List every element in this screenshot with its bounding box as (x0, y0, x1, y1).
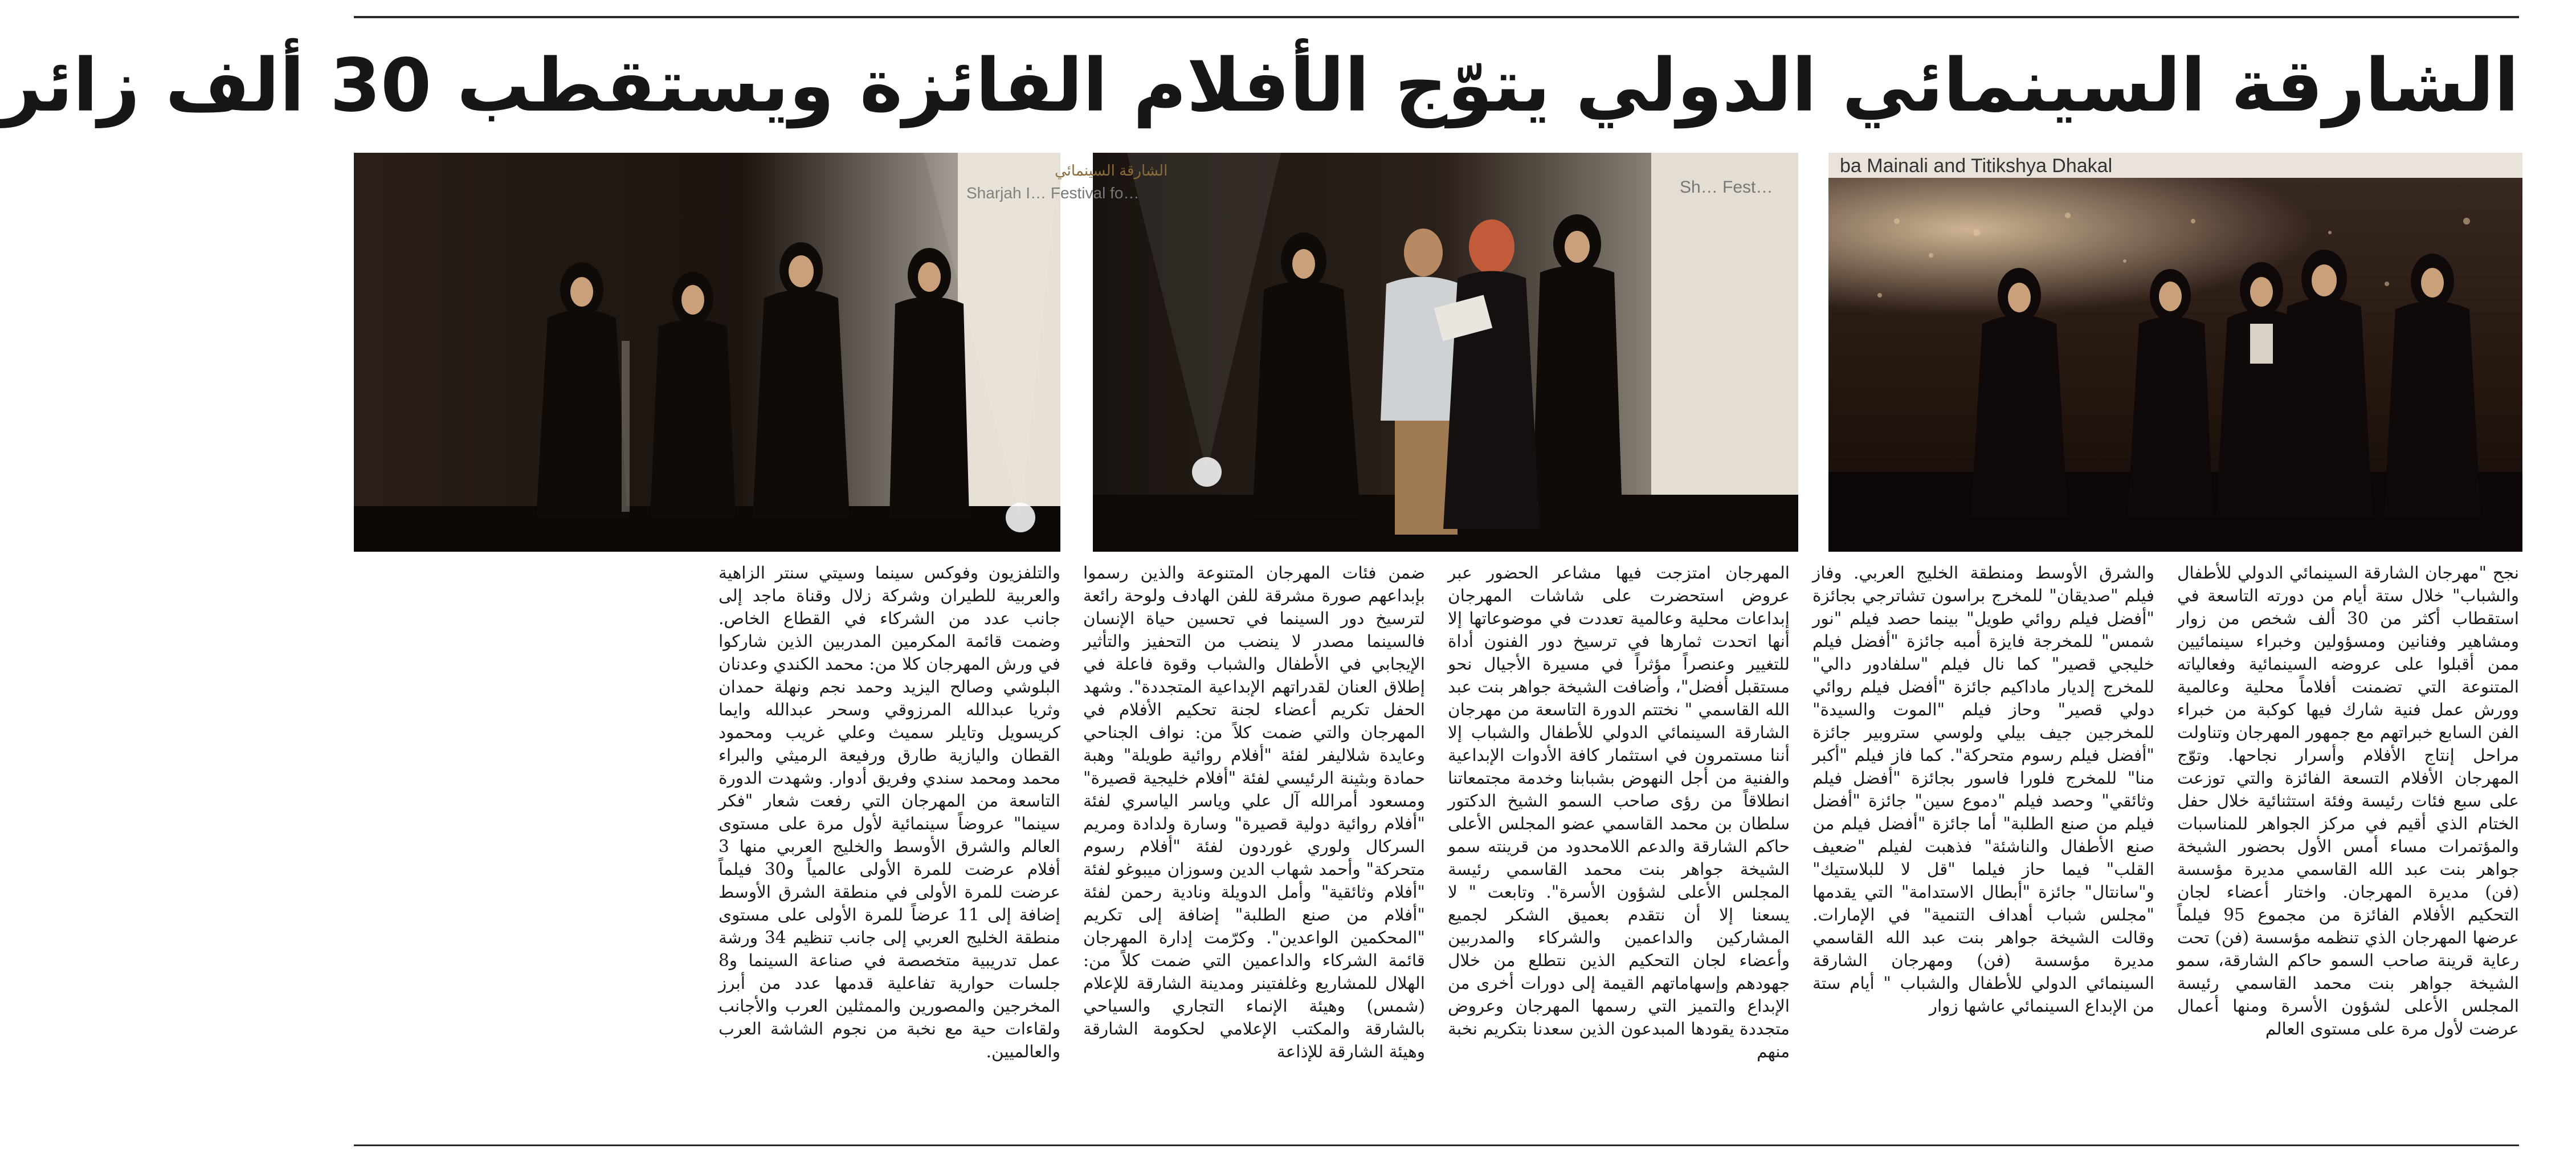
svg-text:Sharjah I… Festival fo…: Sharjah I… Festival fo… (966, 184, 1140, 202)
award-photo-right (1828, 153, 2522, 552)
article-paragraph: والتلفزيون وفوكس سينما وسيتي سنتر الزاهية والعربية للطيران وشركة زلال وقناة ماجد إلى جانب عدد من الشركاء في القطاع الخاص. وضمت قائمة المكرمين المدربين الذين شاركوا في ورش المهرجان كلا من: محمد الكندي وعدنان البلوشي وصالح اليزيد وحمد نجم ونهلة حمدان وثريا عبدالله المرزوقي وسحر عبدالله وايما كريسويل وتايلر سميث وعلي غريب ومحمود القطان واليازية طارق ورفيعة الرميثي والبراء محمد ومحمد سندي وفريق أدوار. وشهدت الدورة التاسعة من المهرجان التي رفعت شعار "فكر سينما" عروضاً سينمائية لأول مرة على مستوى العالم والشرق الأوسط والخليج العربي منها 3 أفلام عرضت للمرة الأولى عالمياً و30 فيلماً عرضت للمرة الأولى في منطقة الشرق الأوسط إضافة إلى 11 عرضاً للمرة الأولى على مستوى منطقة الخليج العربي إلى جانب تنظيم 34 ورشة عمل تدريبية متخصصة في صناعة السينما و8 جلسات حوارية تفاعلية قدمها عدد من أبرز المخرجين والمصورين والممثلين العرب والأجانب ولقاءات حية مع نخبة من نجوم الشاشة العرب والعالميين. (718, 563, 1060, 1061)
award-photo-middle (1093, 153, 1798, 552)
article-column-4 (1083, 561, 1425, 1137)
article-column-3 (1448, 561, 1790, 1137)
top-rule (354, 16, 2519, 18)
svg-text:الشارقة السينمائي: الشارقة السينمائي (1055, 162, 1168, 179)
svg-text:ba Mainali and Titikshya Dhaka: ba Mainali and Titikshya Dhakal (1840, 155, 2113, 177)
article-paragraph: المهرجان امتزجت فيها مشاعر الحضور عبر عروض استحضرت على شاشات المهرجان إبداعات محلية وعالمية تعددت في موضوعاتها إلا أنها اتحدت ثمارها في ترسيخ دور الفنون أداة للتغيير وعنصراً مؤثراً في مسيرة الأجيال نحو مستقبل أفضل"، وأضافت الشيخة جواهر بنت عبد الله القاسمي " نختتم الدورة التاسعة من مهرجان الشارقة السينمائي الدولي للأطفال والشباب إلا أننا مستمرون في استثمار كافة الأدوات الإبداعية والفنية من أجل النهوض بشبابنا وخدمة مجتمعاتنا انطلاقاً من رؤى صاحب السمو الشيخ الدكتور سلطان بن محمد القاسمي عضو المجلس الأعلى حاكم الشارقة والدعم اللامحدود من قرينته سمو الشيخة جواهر بنت محمد القاسمي رئيسة المجلس الأعلى لشؤون الأسرة". وتابعت " لا يسعنا إلا أن نتقدم بعميق الشكر لجميع المشاركين والداعمين والشركاء والمدربين وأعضاء لجان التحكيم الذين نتطلع من خلال جهودهم وإسهاماتهم القيمة إلى دورات أخرى من الإبداع والتميز التي رسمها المهرجان وعروض متجددة يقودها المبدعون الذين سعدنا بتكريم نخبة منهم (1448, 563, 1790, 1061)
article-column-5 (718, 561, 1060, 1137)
article-paragraph: ضمن فئات المهرجان المتنوعة والذين رسموا بإبداعهم صورة مشرقة للفن الهادف ولوحة رائعة لترسيخ دور السينما في تحسين حياة الإنسان فالسينما مصدر لا ينضب من التحفيز والتأثير الإيجابي في الأطفال والشباب وقوة فاعلة في إطلاق العنان لقدراتهم الإبداعية المتجددة". وشهد الحفل تكريم أعضاء لجنة تحكيم الأفلام في المهرجان والتي ضمت كلاً من: نواف الجناحي وعايدة شلاليفر لفئة "أفلام روائية طويلة" وهبة حمادة وبثينة الرئيسي لفئة "أفلام خليجية قصيرة" ومسعود أمرالله آل علي وياسر الياسري لفئة "أفلام روائية دولية قصيرة" وسارة ولدادة ومريم السركال ولوري غوردون لفئة "أفلام رسوم متحركة" وأحمد شهاب الدين وسوزان ميبوغو لفئة "أفلام وثائقية" وأمل الدويلة ونادية رحمن لفئة "أفلام من صنع الطلبة" إضافة إلى تكريم "المحكمين الواعدين". وكرّمت إدارة المهرجان قائمة الشركاء والداعمين التي ضمت كلاً من: الهلال للمشاريع وغلفتينر ومدينة الشارقة للإعلام (شمس) وهيئة الإنماء التجاري والسياحي بالشارقة والمكتب الإعلامي لحكومة الشارقة وهيئة الشارقة للإذاعة (1083, 563, 1425, 1061)
article-column-2 (1812, 561, 2154, 1137)
headline: الشارقة السينمائي الدولي يتوّج الأفلام الفائزة ويستقطب 30 ألف زائر (0, 43, 2519, 128)
article-paragraph: نجح "مهرجان الشارقة السينمائي الدولي للأطفال والشباب" خلال ستة أيام من دورته التاسعة في استقطاب أكثر من 30 ألف شخص من زوار ومشاهير وفنانين ومسؤولين وخبراء سينمائيين ممن أقبلوا على عروضه السينمائية وفعالياته المتنوعة التي تضمنت أفلاماً محلية وعالمية وورش عمل فنية شارك فيها كوكبة من خبراء الفن السابع خبراتهم مع جمهور المهرجان وتناولت مراحل إنتاج الأفلام وأسرار نجاحها. وتوّج المهرجان الأفلام التسعة الفائزة والتي توزعت على سبع فئات رئيسة وفئة استثنائية خلال حفل الختام الذي أقيم في مركز الجواهر للمناسبات والمؤتمرات مساء أمس الأول بحضور الشيخة جواهر بنت عبد الله القاسمي مديرة مؤسسة (فن) مديرة المهرجان. واختار أعضاء لجان التحكيم الأفلام الفائزة من مجموع 95 فيلماً عرضها المهرجان الذي تنظمه مؤسسة (فن) تحت رعاية قرينة صاحب السمو حاكم الشارقة، سمو الشيخة جواهر بنت محمد القاسمي رئيسة المجلس الأعلى لشؤون الأسرة ومنها أعمال عرضت لأول مرة على مستوى العالم (2177, 563, 2519, 1038)
article-paragraph: والشرق الأوسط ومنطقة الخليج العربي. وفاز فيلم "صديقان" للمخرج براسون تشاترجي بجائزة "أفضل فيلم روائي طويل" بينما حصد فيلم "نور شمس" للمخرجة فايزة أمبه جائزة "أفضل فيلم خليجي قصير" كما نال فيلم "سلفادور دالي" للمخرج إلديار ماداكيم جائزة "أفضل فيلم روائي دولي قصير" وحاز فيلم "الموت والسيدة" للمخرجين جيف بيلي ولوسي ستروبير جائزة "أفضل فيلم رسوم متحركة". كما فاز فيلم "أكبر منا" للمخرج فلورا فاسور بجائزة "أفضل فيلم وثائقي" وحصد فيلم "دموع سين" جائزة "أفضل فيلم من صنع الطلبة" أما جائزة "أفضل فيلم من صنع الأطفال والناشئة" فذهبت لفيلم "ضعيف القلب" فيما حاز فيلما "قل لا للبلاستيك" و"سانتال" جائزة "أبطال الاستدامة" التي يقدمها "مجلس شباب أهداف التنمية" في الإمارات. وقالت الشيخة جواهر بنت عبد الله القاسمي مديرة مؤسسة (فن) ومهرجان الشارقة السينمائي الدولي للأطفال والشباب " أيام ستة من الإبداع السينمائي عاشها زوار (1812, 563, 2154, 1016)
bottom-rule (354, 1144, 2519, 1146)
svg-text:Sh… Fest…: Sh… Fest… (1680, 178, 1773, 197)
article-column-1 (2177, 561, 2519, 1137)
award-photo-left (354, 153, 1168, 552)
article-columns (354, 561, 2519, 1137)
